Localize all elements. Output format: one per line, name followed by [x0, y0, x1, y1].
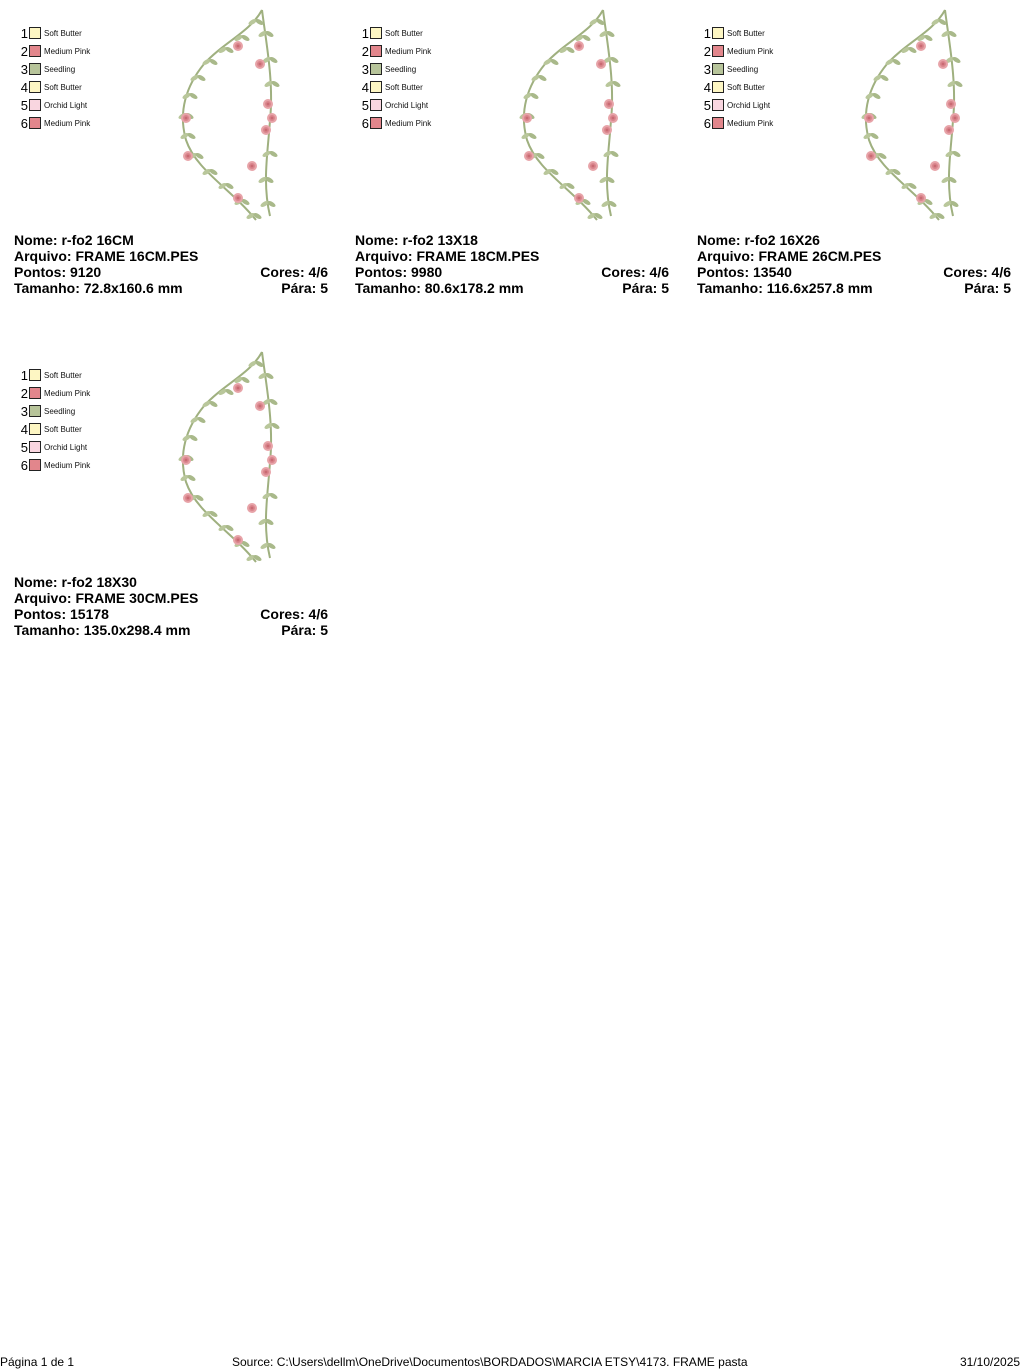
color-count: 4/6 — [308, 264, 328, 280]
palette-number: 2 — [361, 44, 369, 59]
color-swatch — [370, 117, 382, 129]
cores-line: Cores: 4/6 — [601, 264, 669, 280]
pontos-line: Pontos: 13540 — [697, 264, 792, 280]
file-name: FRAME 26CM.PES — [758, 248, 882, 264]
palette-row — [361, 26, 471, 42]
floral-frame-icon — [164, 2, 284, 226]
color-swatch — [712, 99, 724, 111]
nome-line: Nome: r-fo2 18X30 — [14, 574, 137, 590]
design-card — [14, 342, 334, 642]
color-swatch — [712, 27, 724, 39]
color-count: 4/6 — [649, 264, 669, 280]
palette-number: 6 — [361, 116, 369, 131]
palette-row — [361, 80, 471, 96]
tamanho-line: Tamanho: 135.0x298.4 mm — [14, 622, 191, 638]
palette-row — [20, 404, 130, 420]
color-swatch — [29, 81, 41, 93]
color-swatch — [370, 63, 382, 75]
color-swatch — [29, 45, 41, 57]
palette-row — [20, 422, 130, 438]
palette-number: 4 — [20, 80, 28, 95]
palette-number: 1 — [361, 26, 369, 41]
stop-count: 5 — [1003, 280, 1011, 296]
cores-line: Cores: 4/6 — [260, 606, 328, 622]
stop-count: 5 — [320, 280, 328, 296]
design-name: r-fo2 16X26 — [744, 232, 820, 248]
palette-row — [20, 80, 130, 96]
palette-number: 4 — [20, 422, 28, 437]
stitch-count: 9120 — [70, 264, 102, 280]
floral-frame-icon — [847, 2, 967, 226]
nome-line: Nome: r-fo2 13X18 — [355, 232, 478, 248]
arquivo-line: Arquivo: FRAME 18CM.PES — [355, 248, 540, 264]
palette-color-name: Soft Butter — [727, 29, 765, 38]
color-swatch — [29, 117, 41, 129]
color-swatch — [370, 45, 382, 57]
color-swatch — [370, 99, 382, 111]
palette-color-name: Soft Butter — [385, 29, 423, 38]
palette-row — [20, 98, 130, 114]
palette-color-name: Orchid Light — [44, 101, 88, 110]
color-count: 4/6 — [308, 606, 328, 622]
palette-color-name: Seedling — [727, 65, 759, 74]
color-swatch — [29, 387, 41, 399]
palette-row — [361, 44, 471, 60]
color-swatch — [29, 459, 41, 471]
color-swatch — [712, 45, 724, 57]
pontos-line: Pontos: 9120 — [14, 264, 102, 280]
design-name: r-fo2 18X30 — [61, 574, 137, 590]
palette-number: 3 — [20, 404, 28, 419]
design-name: r-fo2 13X18 — [402, 232, 478, 248]
tamanho-line: Tamanho: 80.6x178.2 mm — [355, 280, 524, 296]
palette-number: 5 — [20, 98, 28, 113]
color-swatch — [29, 99, 41, 111]
palette-row — [20, 26, 130, 42]
palette-color-name: Orchid Light — [385, 101, 429, 110]
palette-number: 1 — [20, 368, 28, 383]
color-swatch — [712, 117, 724, 129]
palette-color-name: Medium Pink — [727, 119, 774, 128]
design-size: 116.6x257.8 mm — [766, 280, 873, 296]
palette-color-name: Soft Butter — [44, 29, 82, 38]
palette-row — [20, 440, 130, 456]
footer-date: 31/10/2025 — [960, 1355, 1021, 1369]
design-card — [355, 0, 675, 300]
floral-frame-icon — [164, 344, 284, 568]
palette-number: 5 — [703, 98, 711, 113]
palette-row — [20, 386, 130, 402]
palette-color-name: Medium Pink — [727, 47, 774, 56]
palette-row — [703, 62, 813, 78]
palette-row — [361, 98, 471, 114]
palette-row — [703, 98, 813, 114]
para-line: Pára: 5 — [964, 280, 1011, 296]
palette-row — [20, 116, 130, 132]
footer-page-number: Página 1 de 1 — [0, 1355, 75, 1369]
palette-row — [361, 116, 471, 132]
palette-color-name: Soft Butter — [44, 83, 82, 92]
palette-color-name: Medium Pink — [44, 461, 91, 470]
file-name: FRAME 16CM.PES — [75, 248, 199, 264]
palette-row — [20, 62, 130, 78]
stitch-count: 15178 — [70, 606, 109, 622]
cores-line: Cores: 4/6 — [943, 264, 1011, 280]
palette-color-name: Soft Butter — [44, 371, 82, 380]
color-swatch — [29, 405, 41, 417]
palette-number: 5 — [361, 98, 369, 113]
palette-color-name: Soft Butter — [727, 83, 765, 92]
palette-color-name: Orchid Light — [44, 443, 88, 452]
arquivo-line: Arquivo: FRAME 16CM.PES — [14, 248, 199, 264]
palette-number: 5 — [20, 440, 28, 455]
palette-number: 4 — [361, 80, 369, 95]
palette-row — [703, 44, 813, 60]
color-swatch — [29, 441, 41, 453]
color-count: 4/6 — [991, 264, 1011, 280]
palette-color-name: Medium Pink — [385, 119, 432, 128]
palette-row — [20, 44, 130, 60]
palette-number: 6 — [20, 116, 28, 131]
color-swatch — [29, 423, 41, 435]
para-line: Pára: 5 — [281, 280, 328, 296]
color-swatch — [712, 63, 724, 75]
tamanho-line: Tamanho: 116.6x257.8 mm — [697, 280, 873, 296]
tamanho-line: Tamanho: 72.8x160.6 mm — [14, 280, 183, 296]
palette-number: 3 — [361, 62, 369, 77]
design-name: r-fo2 16CM — [61, 232, 134, 248]
footer-source-path: Source: C:\Users\dellm\OneDrive\Documentos\BORDADOS\MARCIA ETSY\4173. FRAME pasta — [232, 1355, 748, 1369]
palette-color-name: Orchid Light — [727, 101, 771, 110]
color-swatch — [370, 27, 382, 39]
palette-color-name: Medium Pink — [44, 47, 91, 56]
design-card — [14, 0, 334, 300]
palette-number: 4 — [703, 80, 711, 95]
cores-line: Cores: 4/6 — [260, 264, 328, 280]
file-name: FRAME 18CM.PES — [416, 248, 540, 264]
palette-color-name: Medium Pink — [44, 389, 91, 398]
palette-row — [703, 80, 813, 96]
design-card — [697, 0, 1017, 300]
design-size: 80.6x178.2 mm — [424, 280, 524, 296]
palette-number: 6 — [20, 458, 28, 473]
palette-row — [20, 368, 130, 384]
palette-color-name: Seedling — [44, 65, 76, 74]
color-swatch — [712, 81, 724, 93]
color-swatch — [370, 81, 382, 93]
palette-number: 3 — [20, 62, 28, 77]
palette-row — [703, 116, 813, 132]
arquivo-line: Arquivo: FRAME 26CM.PES — [697, 248, 882, 264]
color-swatch — [29, 63, 41, 75]
design-size: 135.0x298.4 mm — [83, 622, 191, 638]
palette-number: 2 — [703, 44, 711, 59]
nome-line: Nome: r-fo2 16CM — [14, 232, 134, 248]
para-line: Pára: 5 — [281, 622, 328, 638]
palette-number: 1 — [703, 26, 711, 41]
design-size: 72.8x160.6 mm — [83, 280, 183, 296]
palette-color-name: Soft Butter — [44, 425, 82, 434]
stitch-count: 13540 — [753, 264, 792, 280]
floral-frame-icon — [505, 2, 625, 226]
palette-number: 2 — [20, 44, 28, 59]
para-line: Pára: 5 — [622, 280, 669, 296]
stitch-count: 9980 — [411, 264, 443, 280]
file-name: FRAME 30CM.PES — [75, 590, 199, 606]
palette-number: 2 — [20, 386, 28, 401]
palette-color-name: Medium Pink — [385, 47, 432, 56]
color-swatch — [29, 27, 41, 39]
palette-number: 1 — [20, 26, 28, 41]
stop-count: 5 — [661, 280, 669, 296]
palette-row — [361, 62, 471, 78]
nome-line: Nome: r-fo2 16X26 — [697, 232, 820, 248]
palette-color-name: Medium Pink — [44, 119, 91, 128]
palette-row — [20, 458, 130, 474]
arquivo-line: Arquivo: FRAME 30CM.PES — [14, 590, 199, 606]
palette-number: 3 — [703, 62, 711, 77]
pontos-line: Pontos: 15178 — [14, 606, 109, 622]
palette-row — [703, 26, 813, 42]
palette-number: 6 — [703, 116, 711, 131]
palette-color-name: Soft Butter — [385, 83, 423, 92]
palette-color-name: Seedling — [44, 407, 76, 416]
stop-count: 5 — [320, 622, 328, 638]
color-swatch — [29, 369, 41, 381]
palette-color-name: Seedling — [385, 65, 417, 74]
pontos-line: Pontos: 9980 — [355, 264, 443, 280]
